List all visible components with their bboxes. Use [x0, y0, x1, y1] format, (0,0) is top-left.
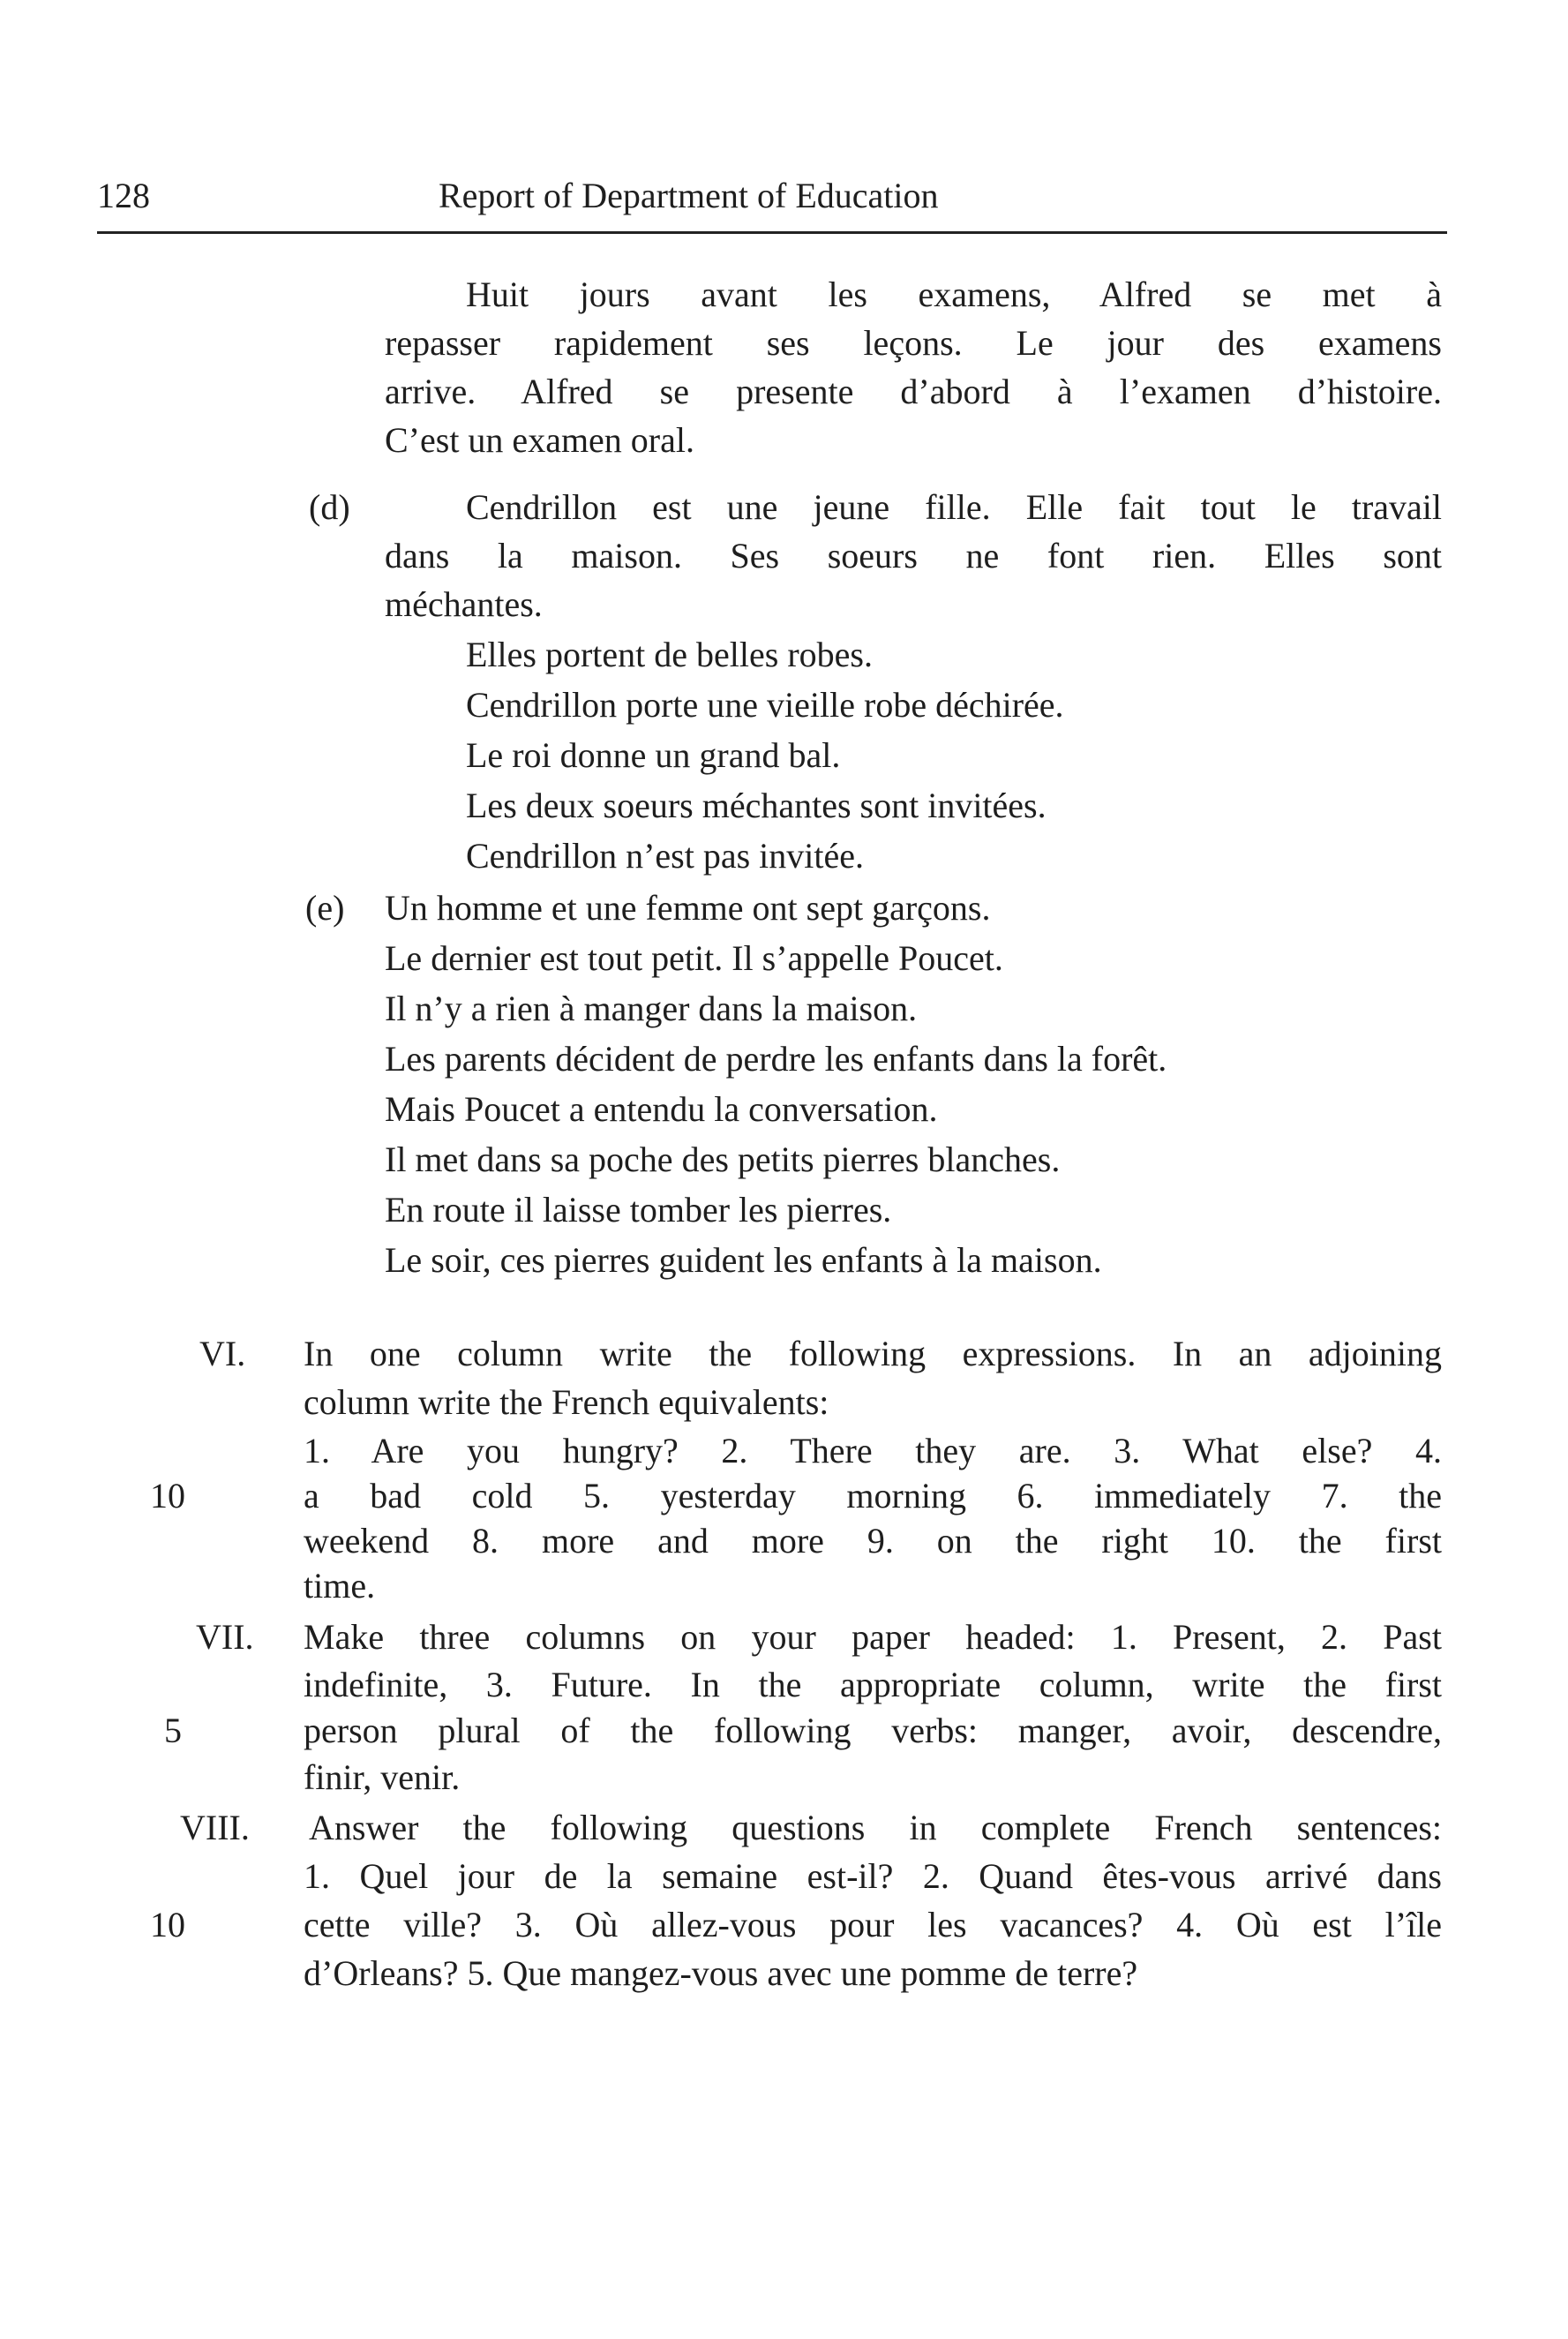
question-numeral: VII.: [196, 1617, 254, 1657]
question-line: 1. Quel jour de la semaine est-il? 2. Quand êtes-vous arrivé dans: [304, 1856, 1442, 1896]
marks-value: 5: [164, 1711, 182, 1750]
question-line: finir, venir.: [304, 1757, 461, 1797]
question-line: column write the French equivalents:: [304, 1382, 829, 1422]
passage-line: Mais Poucet a entendu la conversation.: [385, 1089, 938, 1129]
passage-line: Le roi donne un grand bal.: [466, 735, 841, 775]
question-line: indefinite, 3. Future. In the appropriate column, write the first: [304, 1665, 1442, 1704]
passage-line: En route il laisse tomber les pierres.: [385, 1190, 892, 1230]
passage-line: Il n’y a rien à manger dans la maison.: [385, 989, 918, 1028]
question-line: cette ville? 3. Où allez-vous pour les vacances? 4. Où est l’île: [304, 1905, 1442, 1944]
marks-value: 10: [150, 1905, 185, 1944]
passage-line: Cendrillon n’est pas invitée.: [466, 836, 865, 876]
question-numeral: VIII.: [180, 1808, 250, 1847]
passage-line: Les deux soeurs méchantes sont invitées.: [466, 786, 1047, 825]
header-rule: [97, 231, 1447, 234]
passage-line: Huit jours avant les examens, Alfred se met à: [466, 275, 1442, 314]
question-line: a bad cold 5. yesterday morning 6. immediately 7. the: [304, 1476, 1442, 1515]
item-marker-d: (d): [309, 487, 350, 527]
passage-line: Le dernier est tout petit. Il s’appelle Poucet.: [385, 938, 1003, 978]
passage-line: Un homme et une femme ont sept garçons.: [385, 888, 991, 928]
question-numeral: VI.: [199, 1334, 246, 1373]
passage-line: Il met dans sa poche des petits pierres blanches.: [385, 1139, 1061, 1179]
question-line: d’Orleans? 5. Que mangez-vous avec une pomme de terre?: [304, 1953, 1138, 1993]
question-line: person plural of the following verbs: manger, avoir, descendre,: [304, 1711, 1442, 1750]
marks-value: 10: [150, 1476, 185, 1515]
running-title: Report of Department of Education: [439, 176, 939, 215]
passage-line: Cendrillon porte une vieille robe déchirée.: [466, 685, 1064, 725]
passage-line: méchantes.: [385, 584, 543, 624]
item-marker-e: (e): [305, 888, 345, 928]
question-line: In one column write the following expressions. In an adjoining: [304, 1334, 1442, 1373]
passage-line: dans la maison. Ses soeurs ne font rien. Elles sont: [385, 536, 1442, 575]
passage-line: Elles portent de belles robes.: [466, 635, 873, 674]
passage-line: Cendrillon est une jeune fille. Elle fait tout le travail: [466, 487, 1442, 527]
passage-line: arrive. Alfred se presente d’abord à l’examen d’histoire.: [385, 372, 1442, 411]
question-line: weekend 8. more and more 9. on the right 10. the first: [304, 1521, 1442, 1561]
passage-line: repasser rapidement ses leçons. Le jour des examens: [385, 323, 1442, 363]
passage-line: Le soir, ces pierres guident les enfants à la maison.: [385, 1240, 1102, 1280]
question-line: time.: [304, 1566, 376, 1606]
passage-line: Les parents décident de perdre les enfants dans la forêt.: [385, 1039, 1167, 1079]
passage-line: C’est un examen oral.: [385, 420, 694, 460]
question-line: 1. Are you hungry? 2. There they are. 3. What else? 4.: [304, 1431, 1442, 1470]
page-number: 128: [97, 176, 150, 215]
question-line: Answer the following questions in complete French sentences:: [309, 1808, 1442, 1847]
question-line: Make three columns on your paper headed: 1. Present, 2. Past: [304, 1617, 1442, 1657]
